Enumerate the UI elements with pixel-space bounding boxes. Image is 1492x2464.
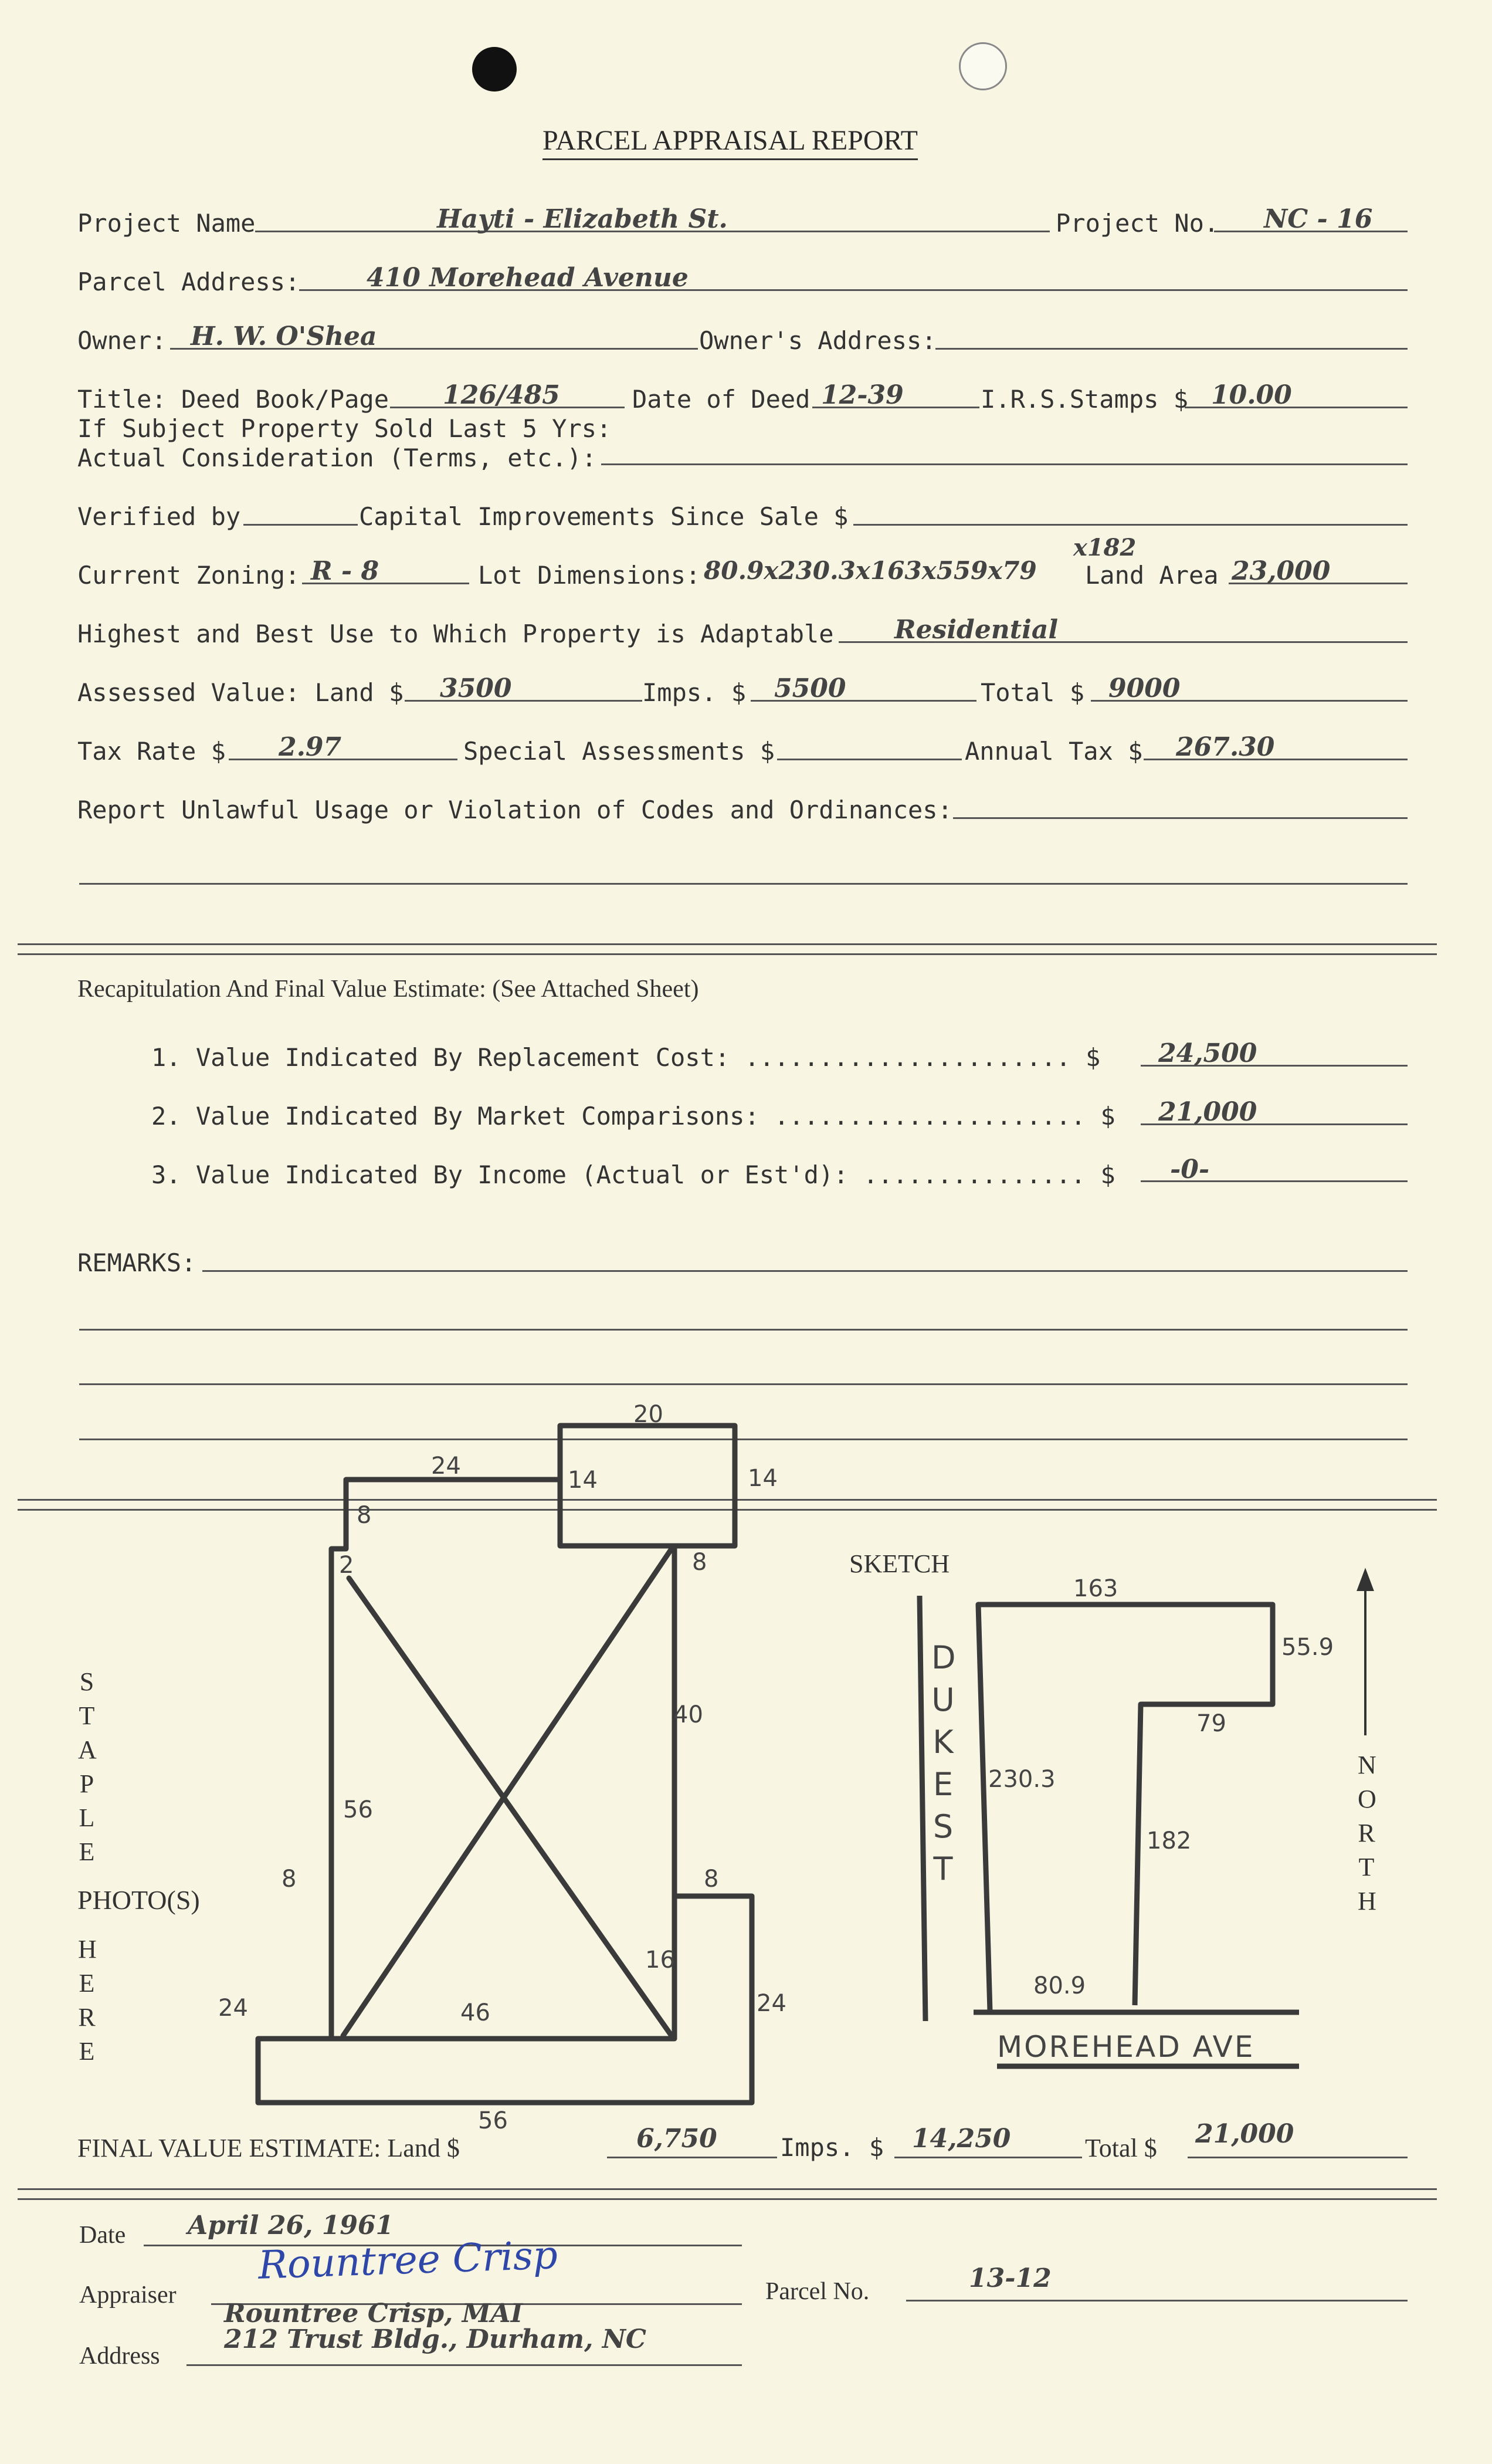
parcel-address-value: 410 Morehead Avenue bbox=[367, 263, 689, 293]
highest-best-use-label: Highest and Best Use to Which Property is Adaptable bbox=[77, 620, 834, 648]
street-duke: DUKE ST bbox=[931, 1639, 956, 1887]
sketch-label: SKETCH bbox=[849, 1549, 950, 1578]
recap-heading: Recapitulation And Final Value Estimate: (See Attached Sheet) bbox=[77, 976, 699, 1003]
current-zoning-value: R - 8 bbox=[311, 556, 379, 586]
building-dim-46: 46 bbox=[460, 1999, 490, 2026]
assessed-imps-value: 5500 bbox=[774, 673, 846, 703]
report-unlawful-label: Report Unlawful Usage or Violation of Codes and Ordinances: bbox=[77, 796, 952, 824]
staple-label: STAPLE bbox=[78, 1667, 97, 1866]
assessed-imps-label: Imps. $ bbox=[642, 678, 747, 707]
assessed-land-value: 3500 bbox=[440, 673, 512, 703]
final-land-line bbox=[607, 2157, 777, 2158]
value-market-value: 21,000 bbox=[1158, 1097, 1257, 1127]
lot-dimensions-value: 80.9x230.3x163x559x79 bbox=[704, 556, 1037, 585]
land-area-label: Land Area bbox=[1085, 561, 1219, 590]
building-dim-8b: 8 bbox=[692, 1549, 707, 1576]
building-dim-14a: 14 bbox=[568, 1467, 598, 1494]
project-name-label: Project Name bbox=[77, 209, 256, 238]
building-dim-24a: 24 bbox=[431, 1453, 461, 1480]
value-income-value: -0- bbox=[1170, 1155, 1210, 1184]
owners-address-label: Owner's Address: bbox=[699, 326, 937, 355]
lot-dimensions-label: Lot Dimensions: bbox=[478, 561, 701, 590]
north-label: NORTH bbox=[1358, 1751, 1376, 1915]
owner-label: Owner: bbox=[77, 326, 167, 355]
assessed-total-value: 9000 bbox=[1108, 673, 1181, 703]
value-market-label: 2. Value Indicated By Market Comparisons: ..................... $ bbox=[151, 1102, 1115, 1131]
annual-tax-value: 267.30 bbox=[1176, 732, 1275, 762]
annual-tax-label: Annual Tax $ bbox=[965, 737, 1143, 766]
building-dim-8a: 8 bbox=[357, 1502, 372, 1529]
appraiser-signature: Rountree Crisp bbox=[257, 2232, 559, 2288]
final-land-value: 6,750 bbox=[636, 2124, 717, 2154]
building-dim-40: 40 bbox=[673, 1701, 703, 1728]
project-no-value: NC - 16 bbox=[1264, 204, 1373, 234]
lot-dimensions-extra: x182 bbox=[1073, 534, 1137, 561]
final-imps-line bbox=[894, 2157, 1082, 2158]
date-of-deed-label: Date of Deed bbox=[632, 385, 811, 414]
value-income-label: 3. Value Indicated By Income (Actual or Est'd): ............... $ bbox=[151, 1160, 1115, 1189]
building-dim-16: 16 bbox=[645, 1947, 675, 1974]
project-no-label: Project No. bbox=[1056, 209, 1219, 238]
parcel-no-value: 13-12 bbox=[969, 2263, 1052, 2293]
section-divider-3 bbox=[18, 2188, 1437, 2200]
lot-dim-230: 230.3 bbox=[988, 1766, 1056, 1793]
actual-consideration-label: Actual Consideration (Terms, etc.): bbox=[77, 444, 597, 472]
appraiser-name-value: Rountree Crisp, MAI bbox=[224, 2299, 523, 2328]
building-dim-24b: 24 bbox=[218, 1995, 248, 2022]
special-assessments-label: Special Assessments $ bbox=[463, 737, 775, 766]
parcel-no-line bbox=[906, 2300, 1408, 2301]
assessed-total-label: Total $ bbox=[981, 678, 1085, 707]
building-dim-2: 2 bbox=[339, 1552, 354, 1579]
remarks-label: REMARKS: bbox=[77, 1248, 196, 1277]
final-total-label: Total $ bbox=[1085, 2134, 1157, 2162]
irs-stamps-label: I.R.S.Stamps $ bbox=[981, 385, 1189, 414]
building-dim-20: 20 bbox=[633, 1401, 663, 1428]
building-dim-8d: 8 bbox=[704, 1866, 719, 1893]
photos-label: PHOTO(S) bbox=[77, 1885, 200, 1915]
here-label: HERE bbox=[78, 1935, 97, 2066]
building-dim-8c: 8 bbox=[282, 1866, 297, 1893]
address-line bbox=[186, 2364, 742, 2366]
final-land-label: FINAL VALUE ESTIMATE: Land $ bbox=[77, 2134, 460, 2162]
lot-dim-182: 182 bbox=[1147, 1827, 1192, 1854]
irs-stamps-value: 10.00 bbox=[1211, 380, 1292, 410]
lot-dim-559: 55.9 bbox=[1281, 1634, 1334, 1661]
project-name-value: Hayti - Elizabeth St. bbox=[437, 204, 728, 234]
owner-value: H. W. O'Shea bbox=[191, 321, 377, 351]
highest-best-use-value: Residential bbox=[894, 615, 1059, 645]
final-imps-label: Imps. $ bbox=[780, 2133, 884, 2162]
building-dim-24c: 24 bbox=[757, 1990, 786, 2017]
appraiser-address-value: 212 Trust Bldg., Durham, NC bbox=[224, 2324, 646, 2354]
building-dim-56b: 56 bbox=[478, 2107, 508, 2134]
deed-book-label: Title: Deed Book/Page bbox=[77, 385, 389, 414]
sold-last-label: If Subject Property Sold Last 5 Yrs: bbox=[77, 414, 612, 443]
street-morehead: MOREHEAD AVE bbox=[997, 2030, 1255, 2064]
lot-dim-163: 163 bbox=[1073, 1575, 1118, 1602]
final-imps-value: 14,250 bbox=[912, 2124, 1011, 2154]
parcel-address-label: Parcel Address: bbox=[77, 268, 300, 296]
deed-book-value: 126/485 bbox=[443, 380, 560, 410]
verified-by-label: Verified by bbox=[77, 502, 241, 531]
capital-improvements-label: Capital Improvements Since Sale $ bbox=[359, 502, 849, 531]
building-dim-14b: 14 bbox=[748, 1465, 778, 1492]
tax-rate-value: 2.97 bbox=[279, 732, 342, 762]
assessed-land-label: Assessed Value: Land $ bbox=[77, 678, 404, 707]
value-replacement-value: 24,500 bbox=[1158, 1038, 1257, 1068]
value-replacement-label: 1. Value Indicated By Replacement Cost: ...................... $ bbox=[151, 1043, 1101, 1072]
final-total-line bbox=[1188, 2157, 1408, 2158]
date-of-deed-value: 12-39 bbox=[821, 380, 904, 410]
parcel-no-label: Parcel No. bbox=[765, 2278, 870, 2305]
date-value: April 26, 1961 bbox=[188, 2211, 394, 2240]
current-zoning-label: Current Zoning: bbox=[77, 561, 300, 590]
tax-rate-label: Tax Rate $ bbox=[77, 737, 226, 766]
lot-dim-809: 80.9 bbox=[1033, 1972, 1086, 1999]
building-dim-56a: 56 bbox=[343, 1796, 373, 1823]
final-total-value: 21,000 bbox=[1195, 2119, 1294, 2149]
address-label: Address bbox=[79, 2343, 160, 2370]
date-label: Date bbox=[79, 2222, 126, 2249]
appraiser-label: Appraiser bbox=[79, 2282, 177, 2309]
land-area-value: 23,000 bbox=[1232, 556, 1331, 586]
lot-dim-79: 79 bbox=[1196, 1710, 1226, 1737]
page-title: PARCEL APPRAISAL REPORT bbox=[0, 124, 1460, 157]
